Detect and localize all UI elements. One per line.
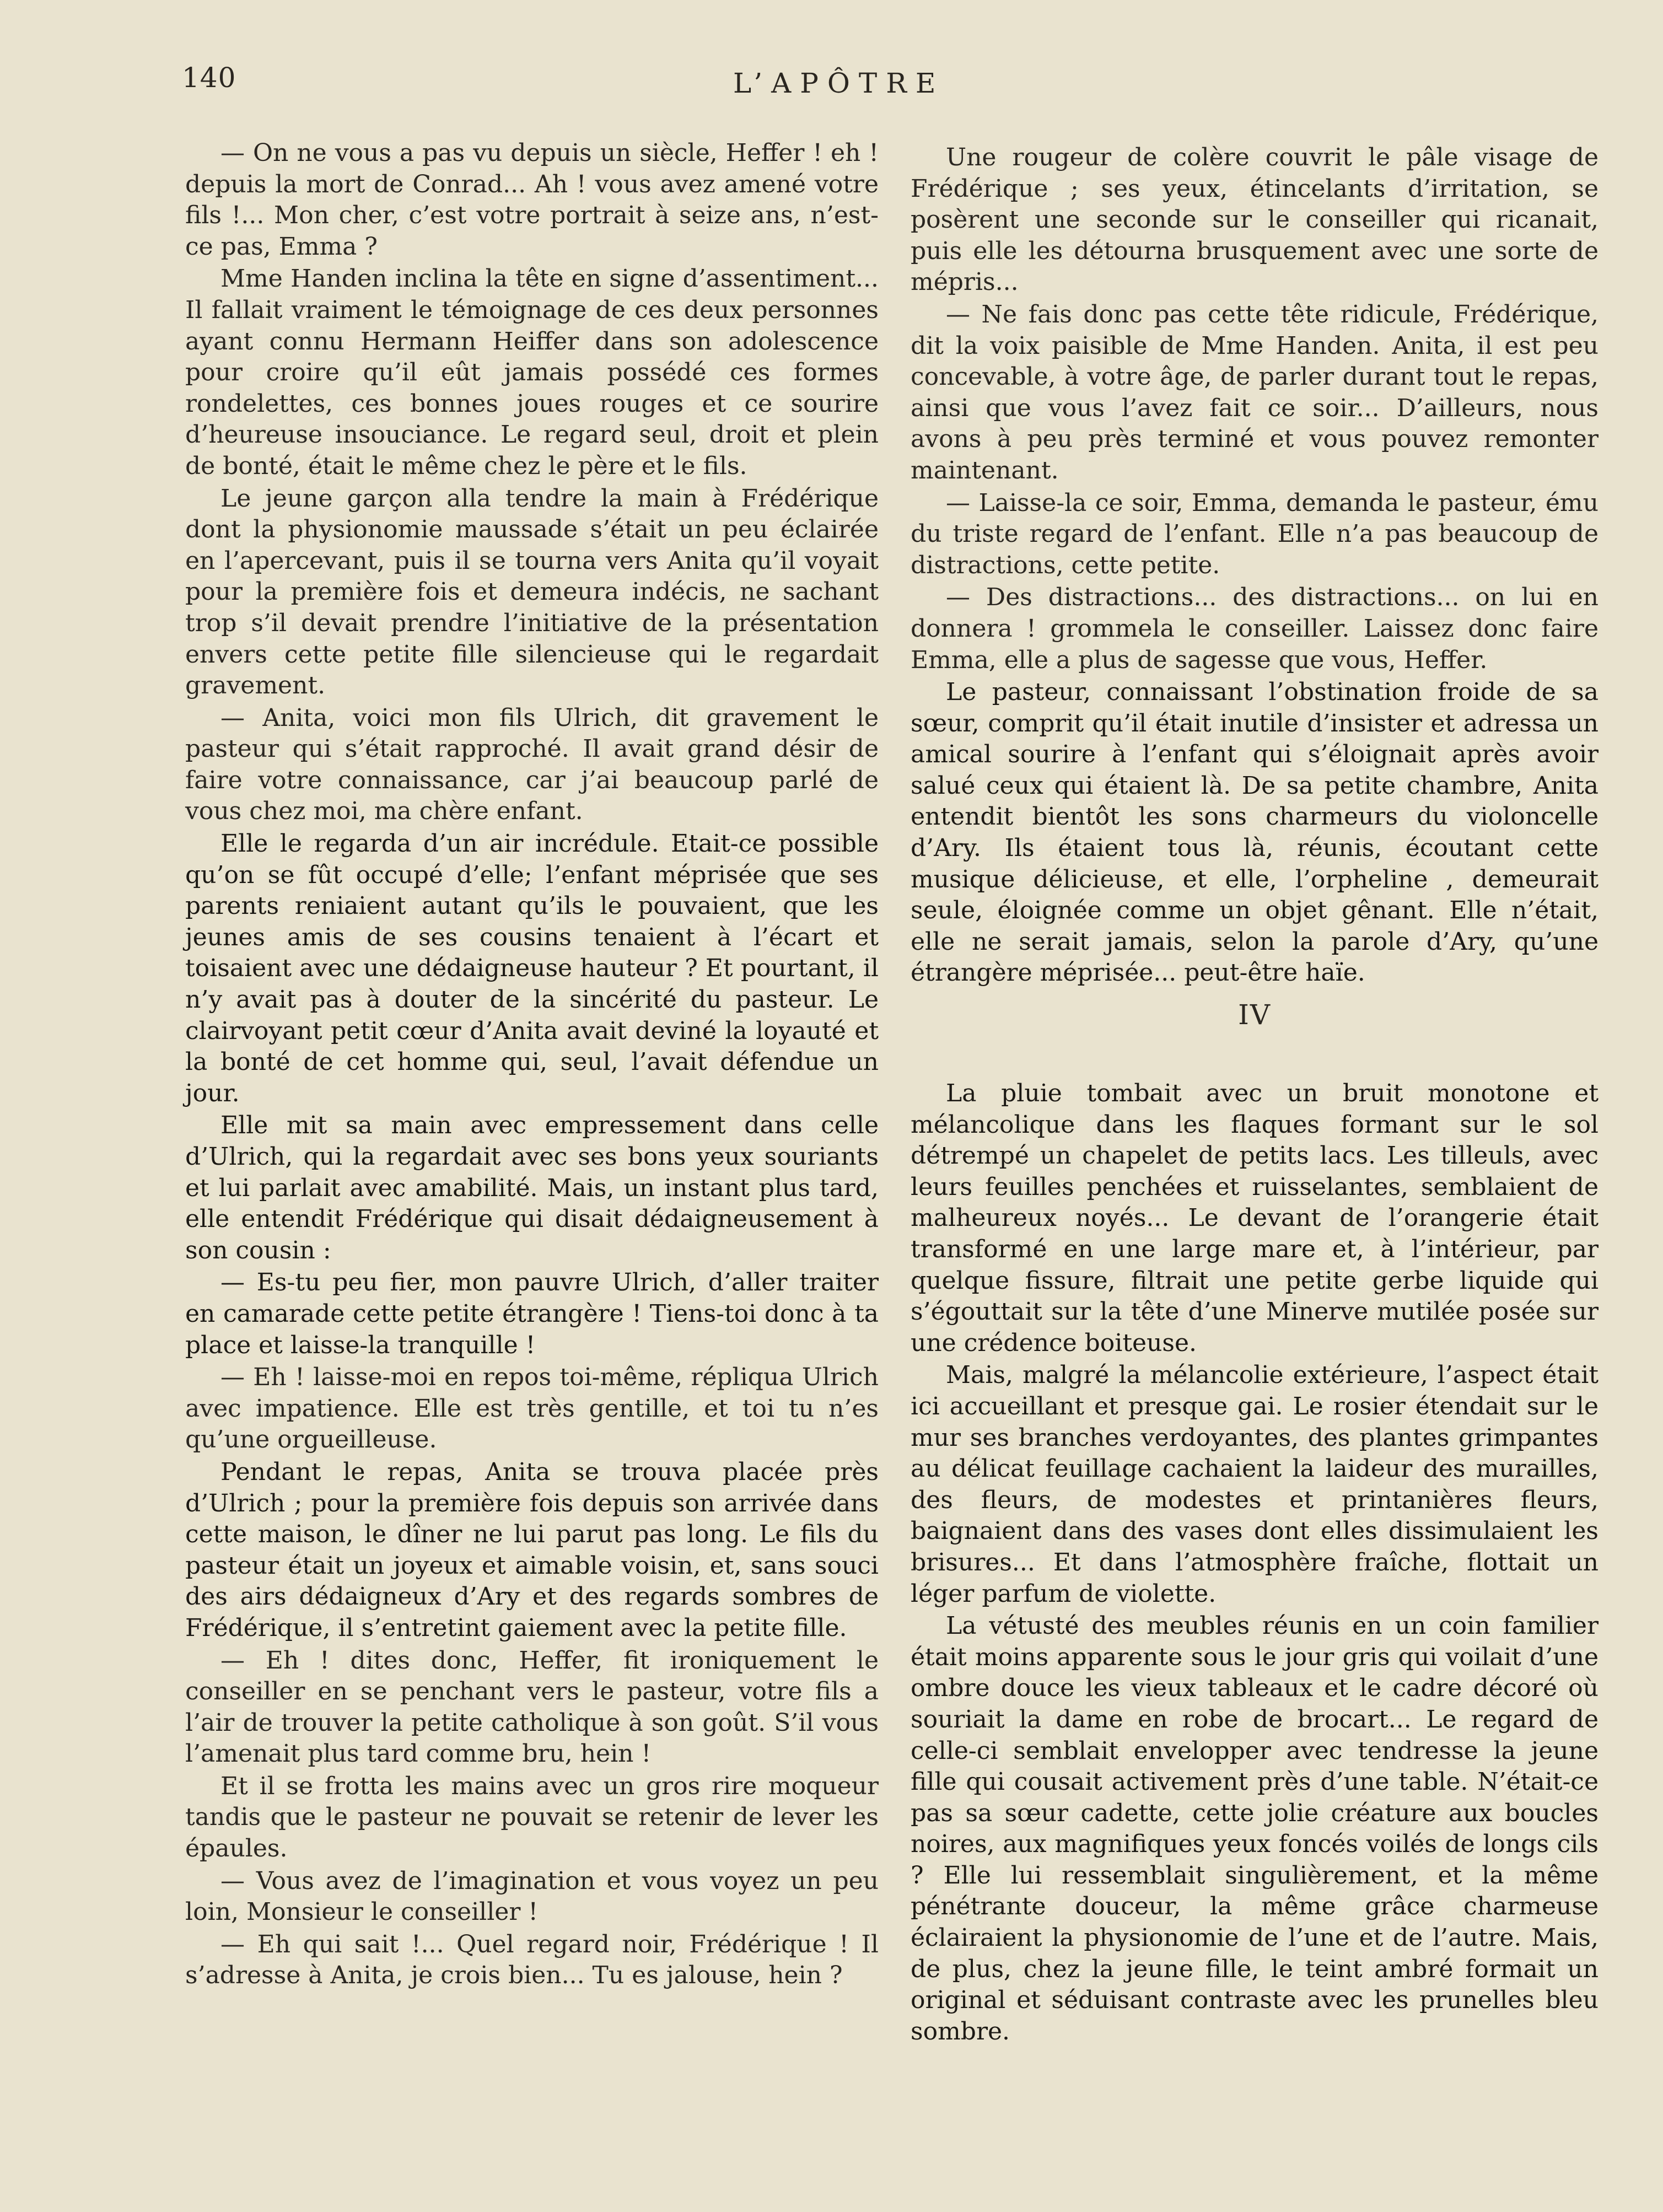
paragraph: Et il se frotta les mains avec un gros rire moqueur tandis que le pasteur ne pouvait se retenir de lever les épaules. <box>185 1772 879 1863</box>
paragraph: — On ne vous a pas vu depuis un siècle, Heffer ! eh ! depuis la mort de Conrad... Ah ! vous avez amené votre fils !... Mon cher, c’est votre portrait à seize ans, n’est-ce pas, Emma ? <box>185 139 879 261</box>
paragraph: — Vous avez de l’imagination et vous voyez un peu loin, Monsieur le conseiller ! <box>185 1866 879 1926</box>
paragraph: — Eh ! dites donc, Heffer, fit ironiquement le conseiller en se penchant vers le pasteur, votre fils a l’air de trouver la petite catholique à son goût. S’il vous l’amenait plus tard comme bru, hein ! <box>185 1646 879 1768</box>
paragraph: Le jeune garçon alla tendre la main à Frédérique dont la physionomie maussade s’était un peu éclairée en l’apercevant, puis il se tourna vers Anita qu’il voyait pour la première fois et demeura indécis, ne sachant trop s’il devait prendre l’initiative de la présentation envers cette petite fille silencieuse qui le regardait gravement. <box>185 484 879 700</box>
paragraph: Pendant le repas, Anita se trouva placée près d’Ulrich ; pour la première fois depuis son arrivée dans cette maison, le dîner ne lui parut pas long. Le fils du pasteur était un joyeux et aimable voisin, et, sans souci des airs dédaigneux d’Ary et des regards sombres de Frédérique, il s’entretint gaiement avec la petite fille. <box>185 1457 879 1642</box>
paragraph: Mais, malgré la mélancolie extérieure, l’aspect était ici accueillant et presque gai. Le rosier étendait sur le mur ses branches verdoyantes, des plantes grimpantes au délicat feuillage cachaient la laideur des murailles, des fleurs, de modestes et printanières fleurs, baignaient dans des vases dont elles dissimulaient les brisures... Et dans l’atmosphère fraîche, flottait un léger parfum de violette. <box>911 1361 1599 1608</box>
paragraph: — Laisse-la ce soir, Emma, demanda le pasteur, ému du triste regard de l’enfant. Elle n’a pas beaucoup de distractions, cette petite. <box>911 488 1599 579</box>
right-column <box>911 142 1599 2048</box>
paragraph: Mme Handen inclina la tête en signe d’assentiment... Il fallait vraiment le témoignage de ces deux personnes ayant connu Hermann Heiffer dans son adolescence pour croire qu’il eût jamais possédé ces formes rondelettes, ces bonnes joues rouges et ce sourire d’heureuse insouciance. Le regard seul, droit et plein de bonté, était le même chez le père et le fils. <box>185 265 879 480</box>
paragraph: — Es-tu peu fier, mon pauvre Ulrich, d’aller traiter en camarade cette petite étrangère ! Tiens-toi donc à ta place et laisse-la tranquille ! <box>185 1268 879 1359</box>
paragraph: — Anita, voici mon fils Ulrich, dit gravement le pasteur qui s’était rapproché. Il avait grand désir de faire votre connaissance, car j’ai beaucoup parlé de vous chez moi, ma chère enfant. <box>185 703 879 826</box>
paragraph: Elle mit sa main avec empressement dans celle d’Ulrich, qui la regardait avec ses bons yeux souriants et lui parlait avec amabilité. Mais, un instant plus tard, elle entendit Frédérique qui disait dédaigneusement à son cousin : <box>185 1111 879 1264</box>
paragraph: Le pasteur, connaissant l’obstination froide de sa sœur, comprit qu’il était inutile d’insister et adressa un amical sourire à l’enfant qui s’éloignait après avoir salué ceux qui étaient là. De sa petite chambre, Anita entendit bientôt les sons charmeurs du violoncelle d’Ary. Ils étaient tous là, réunis, écoutant cette musique délicieuse, et elle, l’orpheline , demeurait seule, éloignée comme un objet gênant. Elle n’était, elle ne serait jamais, selon la parole d’Ary, qu’une étrangère méprisée... peut-être haïe. <box>911 678 1599 987</box>
paragraph: — Des distractions... des distractions... on lui en donnera ! grommela le conseiller. Laissez donc faire Emma, elle a plus de sagesse que vous, Heffer. <box>911 583 1599 674</box>
paragraph: — Ne fais donc pas cette tête ridicule, Frédérique, dit la voix paisible de Mme Handen. Anita, il est peu concevable, à votre âge, de parler durant tout le repas, ainsi que vous l’avez fait ce soir... D’ailleurs, nous avons à peu près terminé et vous pouvez remonter maintenant. <box>911 300 1599 485</box>
paragraph: La pluie tombait avec un bruit monotone et mélancolique dans les flaques formant sur le sol détrempé un chapelet de petits lacs. Les tilleuls, avec leurs feuilles penchées et ruisselantes, semblaient de malheureux noyés... Le devant de l’orangerie était transformé en une large mare et, à l’intérieur, par quelque fissure, filtrait une petite gerbe liquide qui s’égouttait sur la tête d’une Minerve mutilée posée sur une crédence boiteuse. <box>911 1079 1599 1357</box>
page-number: 140 <box>182 62 236 94</box>
paragraph: Une rougeur de colère couvrit le pâle visage de Frédérique ; ses yeux, étincelants d’irritation, se posèrent une seconde sur le conseiller qui ricanait, puis elle les détourna brusquement avec une sorte de mépris... <box>911 143 1599 297</box>
running-title: L’APÔTRE <box>733 67 945 99</box>
paragraph: Elle le regarda d’un air incrédule. Etait-ce possible qu’on se fût occupé d’elle; l’enfant méprisée que ses parents reniaient autant qu’ils le pouvaient, que les jeunes amis de ses cousins tenaient à l’écart et toisaient avec une dédaigneuse hauteur ? Et pourtant, il n’y avait pas à douter de la sincérité du pasteur. Le clairvoyant petit cœur d’Anita avait deviné la loyauté et la bonté de cet homme qui, seul, l’avait défendue un jour. <box>185 830 879 1107</box>
paragraph: — Eh ! laisse-moi en repos toi-même, répliqua Ulrich avec impatience. Elle est très gentille, et toi tu n’es qu’une orgueilleuse. <box>185 1363 879 1454</box>
left-column <box>185 138 879 1993</box>
paragraph: La vétusté des meubles réunis en un coin familier était moins apparente sous le jour gris qui voilait d’une ombre douce les vieux tableaux et le cadre décoré où souriait la dame en robe de brocart... Le regard de celle-ci semblait envelopper avec tendresse la jeune fille qui cousait activement près d’une table. N’était-ce pas sa sœur cadette, cette jolie créature aux boucles noires, aux magnifiques yeux foncés voilés de longs cils ? Elle lui ressemblait singulièrement, et la même pénétrante douceur, la même grâce charmeuse éclairaient la physionomie de l’une et de l’autre. Mais, de plus, chez la jeune fille, le teint ambré formait un original et séduisant contraste avec les prunelles bleu sombre. <box>911 1612 1599 2046</box>
section-heading: IV <box>1238 999 1271 1031</box>
paragraph: — Eh qui sait !... Quel regard noir, Frédérique ! Il s’adresse à Anita, je crois bien... Tu es jalouse, hein ? <box>185 1930 879 1990</box>
